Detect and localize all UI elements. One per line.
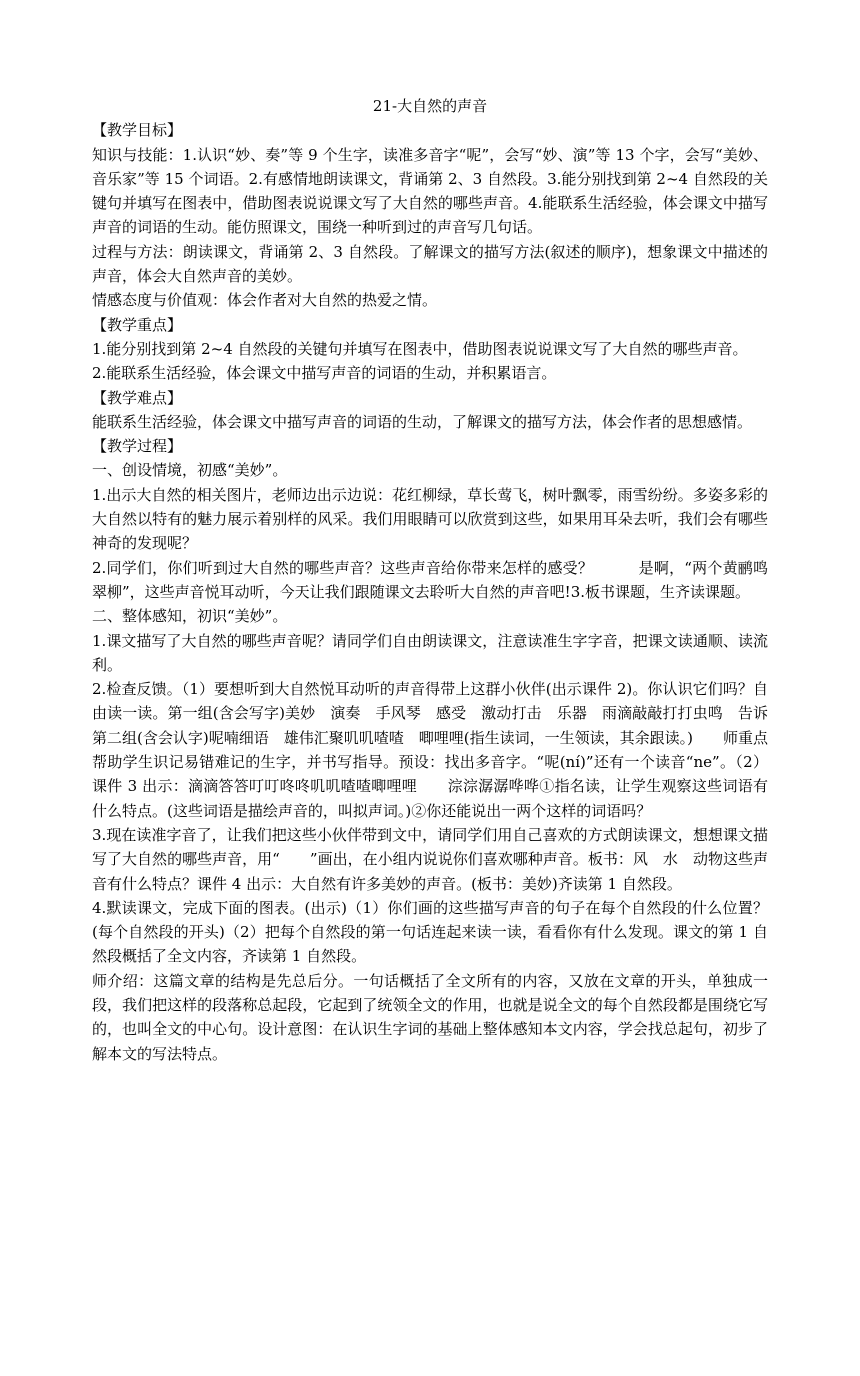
paragraph-part1-step2: 2.同学们，你们听到过大自然的哪些声音？这些声音给你带来怎样的感受？ 是啊，“两个黄鹂鸣翠柳”，这些声音悦耳动听，今天让我们跟随课文去聆听大自然的声音吧!3.板书课题，生齐读课题。: [92, 558, 768, 601]
paragraph-key-point-1: 1.能分别找到第 2~4 自然段的关键句并填写在图表中，借助图表说说课文写了大自然的哪些声音。: [92, 339, 748, 358]
paragraph-difficulty: 能联系生活经验，体会课文中描写声音的词语的生动，了解课文的描写方法，体会作者的思想感情。: [92, 412, 753, 431]
paragraph-knowledge-skills: 知识与技能：1.认识“妙、奏”等 9 个生字，读准多音字“呢”，会写“妙、演”等 13 个字，会写“美妙、音乐家”等 15 个词语。2.有感情地朗读课文，背诵第 2、3 自然段。3.能分别找到第 2~4 自然段的关键句并填写在图表中，借助图表说说课文写了大自然的哪些声音。4.能联系生活经验，体会课文中描写声音的词语的生动。能仿照课文，围绕一种听到过的声音写几句话。: [92, 145, 768, 237]
subheading-part-1: 一、创设情境，初感“美妙”。: [92, 461, 288, 480]
section-heading-objectives: 【教学目标】: [92, 121, 183, 140]
paragraph-emotion-values: 情感态度与价值观：体会作者对大自然的热爱之情。: [92, 291, 438, 310]
paragraph-part2-step3: 3.现在读准字音了，让我们把这些小伙伴带到文中，请同学们用自己喜欢的方式朗读课文，想想课文描写了大自然的哪些声音，用“ ”画出，在小组内说说你们喜欢哪种声音。板书：风 水 动物这些声音有什么特点？课件 4 出示：大自然有许多美妙的声音。(板书：美妙)齐读第 1 自然段。: [92, 825, 768, 893]
paragraph-part2-step1: 1.课文描写了大自然的哪些声音呢？请同学们自由朗读课文，注意读准生字字音，把课文读通顺、读流利。: [92, 631, 768, 674]
paragraph-part1-step1: 1.出示大自然的相关图片，老师边出示边说：花红柳绿，草长莺飞，树叶飘零，雨雪纷纷。多姿多彩的大自然以特有的魅力展示着别样的风采。我们用眼睛可以欣赏到这些，如果用耳朵去听，我们会有哪些神奇的发现呢？: [92, 485, 768, 553]
document-title: 21-大自然的声音: [372, 97, 488, 115]
paragraph-part2-step4: 4.默读课文，完成下面的图表。(出示)（1）你们画的这些描写声音的句子在每个自然段的什么位置？(每个自然段的开头)（2）把每个自然段的第一句话连起来读一读，看看你有什么发现。课文的第 1 自然段概括了全文内容，齐读第 1 自然段。: [92, 898, 768, 966]
paragraph-key-point-2: 2.能联系生活经验，体会课文中描写声音的词语的生动，并积累语言。: [92, 364, 557, 383]
section-heading-key-points: 【教学重点】: [92, 315, 183, 334]
paragraph-process-methods: 过程与方法：朗读课文，背诵第 2、3 自然段。了解课文的描写方法(叙述的顺序)，想象课文中描述的声音，体会大自然声音的美妙。: [92, 242, 768, 286]
subheading-part-2: 二、整体感知，初识“美妙”。: [92, 607, 288, 626]
paragraph-teacher-intro: 师介绍：这篇文章的结构是先总后分。一句话概括了全文所有的内容，又放在文章的开头，单独成一段，我们把这样的段落称总起段，它起到了统领全文的作用，也就是说全文的每个自然段都是围绕它写的，也叫全文的中心句。设计意图：在认识生字词的基础上整体感知本文内容，学会找总起句，初步了解本文的写法特点。: [92, 971, 768, 1063]
section-heading-difficulties: 【教学难点】: [92, 388, 183, 407]
paragraph-part2-step2: 2.检查反馈。（1）要想听到大自然悦耳动听的声音得带上这群小伙伴(出示课件 2)。你认识它们吗？自由读一读。第一组(含会写字)美妙 演奏 手风琴 感受 激动打击 乐器 雨滴敲敲打打虫鸣 告诉第二组(含会认字)呢喃细语 雄伟汇聚叽叽喳喳 唧哩哩(指生读词，一生领读，其余跟读。) 师重点帮助学生识记易错难记的生字，并书写指导。预设：找出多音字。“呢(ní)”还有一个读音“ne”。（2）课件 3 出示：滴滴答答叮叮咚咚叽叽喳喳唧哩哩 淙淙潺潺哗哗①指名读，让学生观察这些词语有什么特点。(这些词语是描绘声音的，叫拟声词。)②你还能说出一两个这样的词语吗？: [92, 680, 768, 820]
document-body: [92, 94, 768, 1066]
section-heading-process: 【教学过程】: [92, 437, 183, 456]
